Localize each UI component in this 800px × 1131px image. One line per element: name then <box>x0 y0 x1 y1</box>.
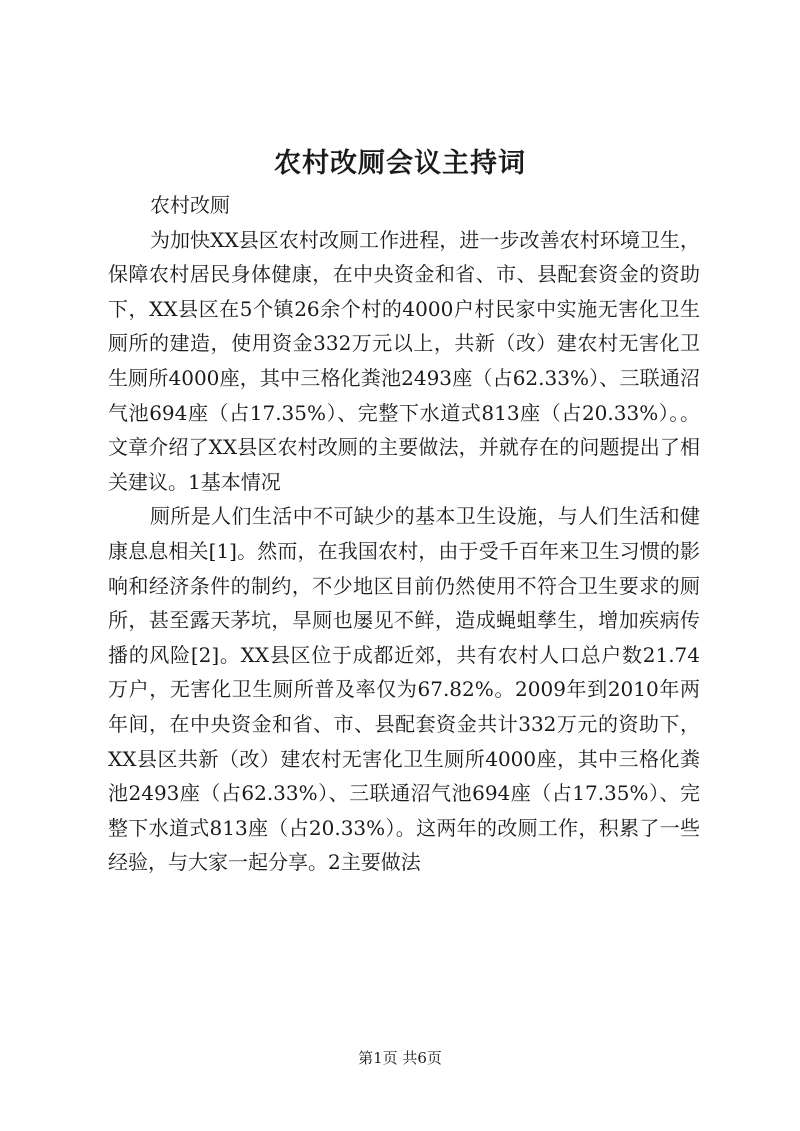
paragraph-subtitle: 农村改厕 <box>150 193 230 217</box>
page-footer: 第1页 共6页 <box>358 1049 442 1067</box>
paragraph-background: 厕所是人们生活中不可缺少的基本卫生设施，与人们生活和健康息息相关[1]。然而，在我国农村，由于受千百年来卫生习惯的影响和经济条件的制约，不少地区目前仍然使用不符合卫生要求的厕所，甚至露天茅坑，旱厕也屡见不鲜，造成蝇蛆孳生，增加疾病传播的风险[2]。XX县区位于成都近郊，共有农村人口总户数21.74万户，无害化卫生厕所普及率仅为67.82%。2009年到2010年两年间，在中央资金和省、市、县配套资金共计332万元的资助下，XX县区共新（改）建农村无害化卫生厕所4000座，其中三格化粪池2493座（占62.33%）、三联通沼气池694座（占17.35%）、完整下水道式813座（占20.33%）。这两年的改厕工作，积累了一些经验，与大家一起分享。2主要做法 <box>108 504 700 875</box>
document-body <box>108 188 700 880</box>
document-title: 农村改厕会议主持词 <box>274 148 526 179</box>
paragraph-intro: 为加快XX县区农村改厕工作进程，进一步改善农村环境卫生，保障农村居民身体健康，在中央资金和省、市、县配套资金的资助下，XX县区在5个镇26余个村的4000户村民家中实施无害化卫生厕所的建造，使用资金332万元以上，共新（改）建农村无害化卫生厕所4000座，其中三格化粪池2493座（占62.33%）、三联通沼气池694座（占17.35%）、完整下水道式813座（占20.33%）。。文章介绍了XX县区农村改厕的主要做法，并就存在的问题提出了相关建议。1基本情况 <box>108 227 700 494</box>
